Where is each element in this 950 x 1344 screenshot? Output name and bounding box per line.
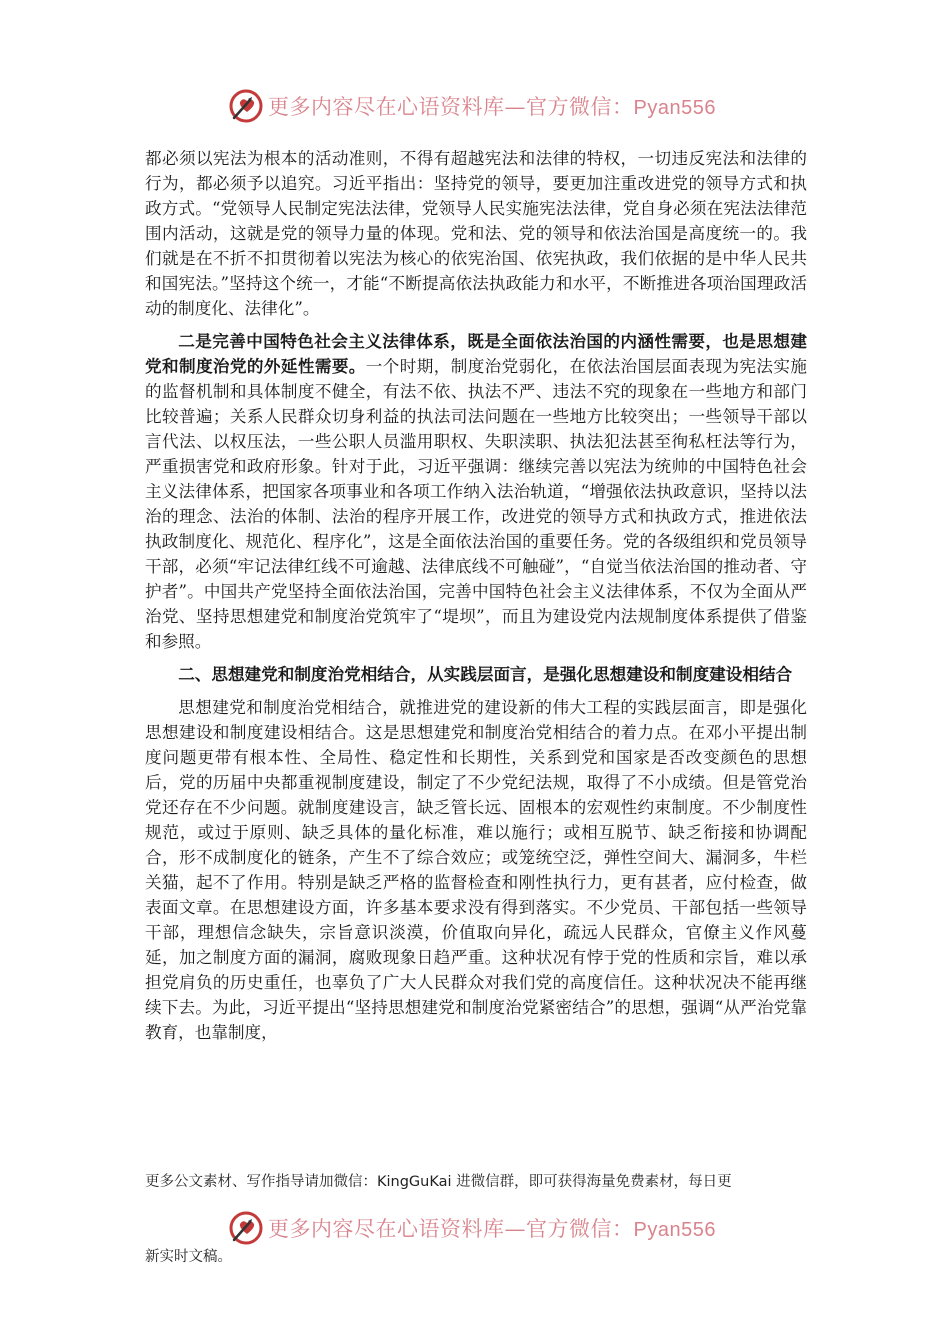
banner-label: 官方微信： bbox=[526, 95, 634, 119]
paragraph-2-body: 一个时期，制度治党弱化，在依法治国层面表现为宪法实施的监督机制和具体制度不健全，有法不依、执法不严、违法不究的现象在一些地方和部门比较普遍；关系人民群众切身利益的执法司法问题在一些地方比较突出；一些领导干部以言代法、以权压法，一些公职人员滥用职权、失职渎职、执法犯法甚至徇私枉法等行为，严重损害党和政府形象。针对于此，习近平强调：继续完善以宪法为统帅的中国特色社会主义法律体系，把国家各项事业和各项工作纳入法治轨道，“增强依法执政意识，坚持以法治的理念、法治的体制、法治的程序开展工作，改进党的领导方式和执政方式，推进依法执政制度化、规范化、程序化”，这是全面依法治国的重要任务。党的各级组织和党员领导干部，必须“牢记法律红线不可逾越、法律底线不可触碰”，“自觉当依法治国的推动者、守护者”。中国共产党坚持全面依法治国，完善中国特色社会主义法律体系，不仅为全面从严治党、坚持思想建党和制度治党筑牢了“堤坝”，而且为建设党内法规制度体系提供了借鉴和参照。 bbox=[145, 357, 807, 651]
document-body bbox=[145, 146, 807, 1045]
banner-site-name: 更多内容尽在心语资料库 bbox=[268, 95, 505, 119]
footer-note: 更多公文素材、写作指导请加微信：KingGuKai 进微信群，即可获得海量免费素材，每日更 bbox=[145, 1174, 732, 1190]
section-heading: 二、思想建党和制度治党相结合，从实践层面言，是强化思想建设和制度建设相结合 bbox=[178, 664, 793, 684]
heart-logo-icon bbox=[228, 1210, 264, 1246]
banner-label: 官方微信： bbox=[526, 1217, 634, 1241]
paragraph-3: 思想建党和制度治党相结合，就推进党的建设新的伟大工程的实践层面言，即是强化思想建设和制度建设相结合。这是思想建党和制度治党相结合的着力点。在邓小平提出制度问题更带有根本性、全局性、稳定性和长期性，关系到党和国家是否改变颜色的思想后，党的历届中央都重视制度建设，制定了不少党纪法规，取得了不小成绩。但是管党治党还存在不少问题。就制度建设言，缺乏管长远、固根本的宏观性约束制度。不少制度性规范，或过于原则、缺乏具体的量化标准，难以施行；或相互脱节、缺乏衔接和协调配合，形不成制度化的链条，产生不了综合效应；或笼统空泛，弹性空间大、漏洞多，牛栏关猫，起不了作用。特别是缺乏严格的监督检查和刚性执行力，更有甚者，应付检查，做表面文章。在思想建设方面，许多基本要求没有得到落实。不少党员、干部包括一些领导干部，理想信念缺失，宗旨意识淡漠，价值取向异化，疏远人民群众，官僚主义作风蔓延，加之制度方面的漏洞，腐败现象日趋严重。这种状况有悖于党的性质和宗旨，难以承担党肩负的历史重任，也辜负了广大人民群众对我们党的高度信任。这种状况决不能再继续下去。为此，习近平提出“坚持思想建党和制度治党紧密结合”的思想，强调“从严治党靠教育，也靠制度， bbox=[145, 698, 807, 1042]
footer-banner bbox=[228, 1208, 716, 1248]
banner-dash: — bbox=[504, 1217, 526, 1241]
banner-wechat-id: Pyan556 bbox=[633, 97, 716, 119]
paragraph-2-lead: 二是完善中国特色社会主义法律体系，既是全面依法治国的内涵性需要，也是思想建党和制度治党的外延性需要。 bbox=[145, 331, 807, 376]
banner-text bbox=[268, 91, 716, 121]
banner-site-name: 更多内容尽在心语资料库 bbox=[268, 1217, 505, 1241]
heart-logo-icon bbox=[228, 88, 264, 124]
banner-wechat-id: Pyan556 bbox=[633, 1219, 716, 1241]
paragraph-1: 都必须以宪法为根本的活动准则，不得有超越宪法和法律的特权，一切违反宪法和法律的行为，都必须予以追究。习近平指出：坚持党的领导，要更加注重改进党的领导方式和执政方式。“党领导人民制定宪法法律，党领导人民实施宪法法律，党自身必须在宪法法律范围内活动，这就是党的领导力量的体现。党和法、党的领导和依法治国是高度统一的。我们就是在不折不扣贯彻着以宪法为核心的依宪治国、依宪执政，我们依据的是中华人民共和国宪法。”坚持这个统一，才能“不断提高依法执政能力和水平，不断推进各项治国理政活动的制度化、法律化”。 bbox=[145, 149, 807, 318]
paragraph-2 bbox=[145, 329, 807, 654]
banner-text bbox=[268, 1213, 716, 1243]
banner-dash: — bbox=[504, 95, 526, 119]
footer-note-end: 新实时文稿。 bbox=[145, 1249, 232, 1265]
header-banner bbox=[228, 86, 716, 126]
